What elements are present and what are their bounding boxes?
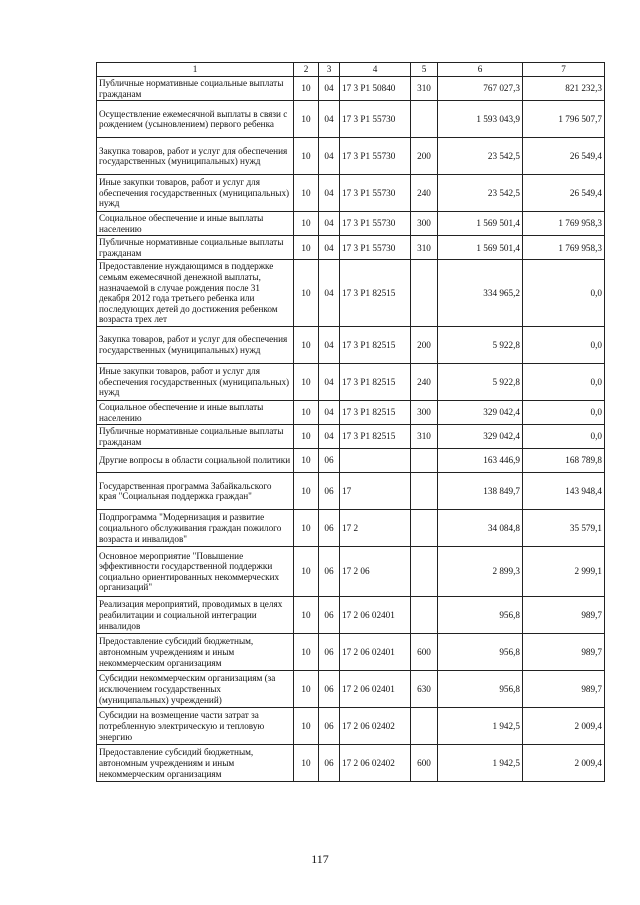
target-article-cell: 17 3 P1 82515	[340, 400, 411, 424]
amount-col7-cell: 168 789,8	[523, 449, 605, 473]
expense-type-cell: 200	[411, 138, 438, 175]
subsection-cell: 04	[319, 101, 340, 138]
expense-type-cell	[411, 510, 438, 547]
target-article-cell: 17 2 06 02401	[340, 671, 411, 708]
target-article-cell: 17 3 P1 82515	[340, 260, 411, 326]
row-name-cell: Иные закупки товаров, работ и услуг для обеспечения государственных (муниципальных) нужд	[97, 175, 294, 212]
expense-type-cell	[411, 101, 438, 138]
amount-col7-cell: 1 796 507,7	[523, 101, 605, 138]
amount-col7-cell: 2 009,4	[523, 708, 605, 745]
amount-col6-cell: 956,8	[438, 597, 523, 634]
subsection-cell: 04	[319, 236, 340, 260]
row-name-cell: Осуществление ежемесячной выплаты в связи с рождением (усыновлением) первого ребенка	[97, 101, 294, 138]
amount-col6-cell: 2 899,3	[438, 547, 523, 597]
section-cell: 10	[294, 138, 319, 175]
expense-type-cell	[411, 597, 438, 634]
row-name-cell: Публичные нормативные социальные выплаты гражданам	[97, 77, 294, 101]
amount-col7-cell: 0,0	[523, 326, 605, 363]
section-cell: 10	[294, 363, 319, 400]
target-article-cell: 17 3 P1 55730	[340, 101, 411, 138]
amount-col7-cell: 1 769 958,3	[523, 236, 605, 260]
expense-type-cell: 240	[411, 175, 438, 212]
row-name-cell: Закупка товаров, работ и услуг для обеспечения государственных (муниципальных) нужд	[97, 326, 294, 363]
section-cell: 10	[294, 77, 319, 101]
subsection-cell: 04	[319, 138, 340, 175]
table-row	[97, 400, 605, 424]
row-name-cell: Другие вопросы в области социальной политики	[97, 449, 294, 473]
amount-col7-cell: 0,0	[523, 425, 605, 449]
target-article-cell: 17	[340, 473, 411, 510]
amount-col7-cell: 143 948,4	[523, 473, 605, 510]
target-article-cell: 17 2 06 02401	[340, 634, 411, 671]
row-name-cell: Предоставление субсидий бюджетным, автономным учреждениям и иным некоммерческим организациям	[97, 634, 294, 671]
amount-col6-cell: 1 942,5	[438, 708, 523, 745]
row-name-cell: Социальное обеспечение и иные выплаты населению	[97, 212, 294, 236]
subsection-cell: 04	[319, 326, 340, 363]
header-cell: 4	[340, 63, 411, 77]
header-cell: 1	[97, 63, 294, 77]
section-cell: 10	[294, 260, 319, 326]
amount-col6-cell: 5 922,8	[438, 363, 523, 400]
table-row	[97, 101, 605, 138]
table-row	[97, 260, 605, 326]
section-cell: 10	[294, 101, 319, 138]
row-name-cell: Реализация мероприятий, проводимых в целях реабилитации и социальной интеграции инвалидов	[97, 597, 294, 634]
amount-col6-cell: 34 084,8	[438, 510, 523, 547]
row-name-cell: Подпрограмма "Модернизация и развитие социального обслуживания граждан пожилого возраста и инвалидов"	[97, 510, 294, 547]
subsection-cell: 06	[319, 473, 340, 510]
subsection-cell: 04	[319, 425, 340, 449]
expense-type-cell: 300	[411, 400, 438, 424]
table-row	[97, 363, 605, 400]
target-article-cell: 17 3 P1 55730	[340, 212, 411, 236]
section-cell: 10	[294, 326, 319, 363]
amount-col7-cell: 989,7	[523, 671, 605, 708]
table-row	[97, 212, 605, 236]
section-cell: 10	[294, 449, 319, 473]
row-name-cell: Социальное обеспечение и иные выплаты населению	[97, 400, 294, 424]
target-article-cell	[340, 449, 411, 473]
budget-table	[96, 62, 605, 782]
subsection-cell: 06	[319, 449, 340, 473]
page-number: 117	[311, 852, 329, 866]
section-cell: 10	[294, 212, 319, 236]
row-name-cell: Основное мероприятие "Повышение эффективности государственной поддержки социально ориентированных некоммерческих организаций"	[97, 547, 294, 597]
table-row	[97, 745, 605, 782]
amount-col6-cell: 1 593 043,9	[438, 101, 523, 138]
amount-col6-cell: 767 027,3	[438, 77, 523, 101]
amount-col7-cell: 1 769 958,3	[523, 212, 605, 236]
subsection-cell: 06	[319, 547, 340, 597]
amount-col6-cell: 1 942,5	[438, 745, 523, 782]
expense-type-cell: 300	[411, 212, 438, 236]
expense-type-cell: 200	[411, 326, 438, 363]
row-name-cell: Предоставление нуждающимся в поддержке семьям ежемесячной денежной выплаты, назначаемой в случае рождения после 31 декабря 2012 года третьего ребенка или последующих детей до достижения ребенком возраста трех лет	[97, 260, 294, 326]
header-cell: 6	[438, 63, 523, 77]
target-article-cell: 17 3 P1 50840	[340, 77, 411, 101]
expense-type-cell	[411, 547, 438, 597]
table-row	[97, 77, 605, 101]
header-cell: 7	[523, 63, 605, 77]
target-article-cell: 17 3 P1 82515	[340, 425, 411, 449]
amount-col7-cell: 989,7	[523, 597, 605, 634]
section-cell: 10	[294, 671, 319, 708]
amount-col7-cell: 0,0	[523, 363, 605, 400]
expense-type-cell: 310	[411, 236, 438, 260]
table-body	[97, 77, 605, 782]
row-name-cell: Иные закупки товаров, работ и услуг для обеспечения государственных (муниципальных) нужд	[97, 363, 294, 400]
target-article-cell: 17 3 P1 82515	[340, 363, 411, 400]
target-article-cell: 17 3 P1 55730	[340, 236, 411, 260]
table-row	[97, 236, 605, 260]
expense-type-cell: 310	[411, 425, 438, 449]
target-article-cell: 17 3 P1 55730	[340, 175, 411, 212]
target-article-cell: 17 2 06 02402	[340, 745, 411, 782]
subsection-cell: 06	[319, 671, 340, 708]
subsection-cell: 04	[319, 260, 340, 326]
expense-type-cell: 630	[411, 671, 438, 708]
section-cell: 10	[294, 175, 319, 212]
table-row	[97, 597, 605, 634]
subsection-cell: 04	[319, 175, 340, 212]
section-cell: 10	[294, 708, 319, 745]
subsection-cell: 06	[319, 597, 340, 634]
target-article-cell: 17 3 P1 82515	[340, 326, 411, 363]
section-cell: 10	[294, 597, 319, 634]
amount-col7-cell: 35 579,1	[523, 510, 605, 547]
subsection-cell: 04	[319, 77, 340, 101]
subsection-cell: 04	[319, 212, 340, 236]
table-row	[97, 425, 605, 449]
subsection-cell: 06	[319, 510, 340, 547]
amount-col6-cell: 138 849,7	[438, 473, 523, 510]
amount-col7-cell: 2 009,4	[523, 745, 605, 782]
amount-col6-cell: 23 542,5	[438, 138, 523, 175]
section-cell: 10	[294, 510, 319, 547]
expense-type-cell: 240	[411, 363, 438, 400]
table-row	[97, 671, 605, 708]
section-cell: 10	[294, 236, 319, 260]
subsection-cell: 06	[319, 634, 340, 671]
expense-type-cell: 600	[411, 745, 438, 782]
amount-col6-cell: 329 042,4	[438, 400, 523, 424]
amount-col6-cell: 23 542,5	[438, 175, 523, 212]
table-row	[97, 326, 605, 363]
row-name-cell: Субсидии на возмещение части затрат за потребленную электрическую и тепловую энергию	[97, 708, 294, 745]
table-row	[97, 473, 605, 510]
table-row	[97, 708, 605, 745]
section-cell: 10	[294, 473, 319, 510]
amount-col7-cell: 2 999,1	[523, 547, 605, 597]
expense-type-cell	[411, 473, 438, 510]
subsection-cell: 04	[319, 363, 340, 400]
expense-type-cell	[411, 449, 438, 473]
expense-type-cell	[411, 708, 438, 745]
section-cell: 10	[294, 745, 319, 782]
amount-col7-cell: 26 549,4	[523, 138, 605, 175]
amount-col7-cell: 821 232,3	[523, 77, 605, 101]
amount-col6-cell: 5 922,8	[438, 326, 523, 363]
expense-type-cell: 310	[411, 77, 438, 101]
target-article-cell: 17 2	[340, 510, 411, 547]
section-cell: 10	[294, 400, 319, 424]
table-row	[97, 138, 605, 175]
amount-col7-cell: 0,0	[523, 260, 605, 326]
subsection-cell: 04	[319, 400, 340, 424]
subsection-cell: 06	[319, 745, 340, 782]
target-article-cell: 17 2 06 02402	[340, 708, 411, 745]
expense-type-cell	[411, 260, 438, 326]
target-article-cell: 17 2 06 02401	[340, 597, 411, 634]
row-name-cell: Предоставление субсидий бюджетным, автономным учреждениям и иным некоммерческим организациям	[97, 745, 294, 782]
header-cell: 3	[319, 63, 340, 77]
row-name-cell: Субсидии некоммерческим организациям (за исключением государственных (муниципальных) учреждений)	[97, 671, 294, 708]
amount-col7-cell: 0,0	[523, 400, 605, 424]
amount-col6-cell: 956,8	[438, 671, 523, 708]
header-cell: 5	[411, 63, 438, 77]
amount-col6-cell: 956,8	[438, 634, 523, 671]
target-article-cell: 17 3 P1 55730	[340, 138, 411, 175]
section-cell: 10	[294, 425, 319, 449]
table-header-row	[97, 63, 605, 77]
section-cell: 10	[294, 547, 319, 597]
table-row	[97, 510, 605, 547]
row-name-cell: Государственная программа Забайкальского края "Социальная поддержка граждан"	[97, 473, 294, 510]
subsection-cell: 06	[319, 708, 340, 745]
amount-col6-cell: 334 965,2	[438, 260, 523, 326]
amount-col7-cell: 26 549,4	[523, 175, 605, 212]
row-name-cell: Публичные нормативные социальные выплаты гражданам	[97, 425, 294, 449]
table-row	[97, 547, 605, 597]
table-row	[97, 449, 605, 473]
row-name-cell: Публичные нормативные социальные выплаты гражданам	[97, 236, 294, 260]
table-row	[97, 634, 605, 671]
amount-col6-cell: 1 569 501,4	[438, 212, 523, 236]
table-row	[97, 175, 605, 212]
amount-col7-cell: 989,7	[523, 634, 605, 671]
amount-col6-cell: 329 042,4	[438, 425, 523, 449]
section-cell: 10	[294, 634, 319, 671]
amount-col6-cell: 1 569 501,4	[438, 236, 523, 260]
expense-type-cell: 600	[411, 634, 438, 671]
header-cell: 2	[294, 63, 319, 77]
amount-col6-cell: 163 446,9	[438, 449, 523, 473]
row-name-cell: Закупка товаров, работ и услуг для обеспечения государственных (муниципальных) нужд	[97, 138, 294, 175]
target-article-cell: 17 2 06	[340, 547, 411, 597]
